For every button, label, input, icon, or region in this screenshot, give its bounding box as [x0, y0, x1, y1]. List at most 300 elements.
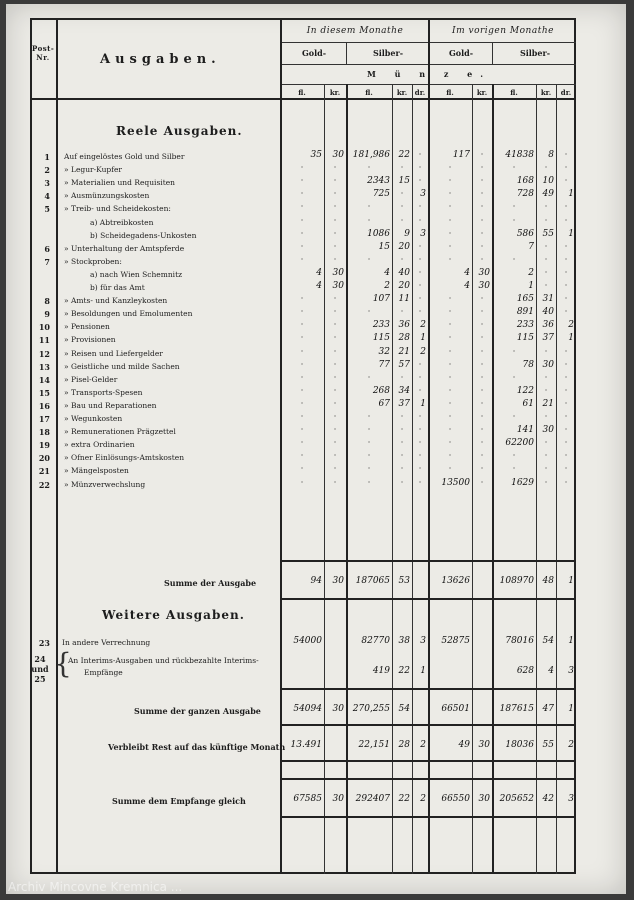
- amount-cell: 4: [464, 268, 470, 278]
- row-number: 7: [44, 257, 50, 267]
- empty-cell-dash: ·: [480, 412, 484, 421]
- empty-cell-dash: ·: [367, 163, 371, 172]
- empty-cell-dash: ·: [564, 242, 568, 251]
- empty-cell-dash: ·: [300, 412, 304, 421]
- row-label: An Interims-Ausgaben und rückbezahlte Interims-: [68, 656, 259, 665]
- amount-cell: 66501: [441, 704, 470, 714]
- empty-cell-dash: ·: [544, 163, 548, 172]
- empty-cell-dash: ·: [448, 451, 452, 460]
- empty-cell-dash: ·: [300, 438, 304, 447]
- row-number: 22: [38, 480, 50, 490]
- empty-cell-dash: ·: [564, 438, 568, 447]
- empty-cell-dash: ·: [367, 216, 371, 225]
- amount-cell: 1: [568, 333, 574, 343]
- row-number: 21: [38, 466, 50, 476]
- row-number: 17: [38, 414, 50, 424]
- empty-cell-dash: ·: [564, 294, 568, 303]
- amount-cell: 48: [542, 576, 554, 586]
- summe-empfange-label: Summe dem Empfange gleich: [112, 796, 246, 806]
- row-label: » Stockproben:: [64, 257, 122, 266]
- header-bottom-line: [30, 98, 576, 100]
- empty-cell-dash: ·: [480, 163, 484, 172]
- amount-cell: 168: [516, 176, 534, 186]
- row-number: 1: [44, 152, 50, 162]
- empty-cell-dash: ·: [400, 464, 404, 473]
- empty-cell-dash: ·: [333, 333, 337, 342]
- empty-cell-dash: ·: [448, 464, 452, 473]
- amount-cell: 1: [528, 281, 534, 291]
- amount-cell: 187615: [499, 704, 534, 714]
- amount-cell: 54094: [293, 704, 322, 714]
- empty-cell-dash: ·: [480, 451, 484, 460]
- empty-cell-dash: ·: [564, 281, 568, 290]
- row-number: 13: [38, 362, 50, 372]
- empty-cell-dash: ·: [480, 189, 484, 198]
- amount-cell: 30: [332, 704, 344, 714]
- empty-cell-dash: ·: [418, 451, 422, 460]
- amount-cell: 233: [372, 320, 390, 330]
- amount-cell: 22: [398, 794, 410, 804]
- empty-cell-dash: ·: [418, 242, 422, 251]
- amount-cell: 35: [310, 150, 322, 160]
- amount-cell: 30: [332, 150, 344, 160]
- empty-cell-dash: ·: [448, 333, 452, 342]
- empty-cell-dash: ·: [564, 150, 568, 159]
- empty-cell-dash: ·: [544, 242, 548, 251]
- amount-cell: 1: [568, 704, 574, 714]
- amount-cell: 233: [516, 320, 534, 330]
- empty-cell-dash: ·: [418, 268, 422, 277]
- empty-cell-dash: ·: [333, 229, 337, 238]
- amount-cell: 181,986: [352, 150, 390, 160]
- row-number: 4: [44, 191, 50, 201]
- empty-cell-dash: ·: [544, 478, 548, 487]
- empty-cell-dash: ·: [512, 347, 516, 356]
- empty-cell-dash: ·: [448, 255, 452, 264]
- empty-cell-dash: ·: [418, 281, 422, 290]
- amount-cell: 1: [568, 189, 574, 199]
- row-label: In andere Verrechnung: [62, 638, 151, 647]
- row-label: » Besoldungen und Emolumenten: [64, 309, 193, 318]
- empty-cell-dash: ·: [300, 386, 304, 395]
- gold-header: Gold-: [301, 48, 327, 58]
- empty-cell-dash: ·: [418, 216, 422, 225]
- empty-cell-dash: ·: [448, 438, 452, 447]
- empty-cell-dash: ·: [300, 216, 304, 225]
- amount-cell: 8: [548, 150, 554, 160]
- empty-cell-dash: ·: [564, 216, 568, 225]
- row-label: » Wegunkosten: [64, 414, 123, 423]
- amount-cell: 30: [332, 794, 344, 804]
- empty-cell-dash: ·: [418, 202, 422, 211]
- empty-cell-dash: ·: [333, 360, 337, 369]
- amount-cell: 3: [420, 636, 426, 646]
- amount-cell: 270,255: [352, 704, 390, 714]
- amount-cell: 47: [542, 704, 554, 714]
- amount-cell: 268: [372, 386, 390, 396]
- empty-cell-dash: ·: [544, 451, 548, 460]
- empty-cell-dash: ·: [544, 464, 548, 473]
- empty-cell-dash: ·: [367, 255, 371, 264]
- amount-cell: 78016: [505, 636, 534, 646]
- amount-cell: 28: [398, 333, 410, 343]
- empty-cell-dash: ·: [512, 451, 516, 460]
- empty-cell-dash: ·: [564, 386, 568, 395]
- empty-cell-dash: ·: [564, 307, 568, 316]
- empty-cell-dash: ·: [300, 242, 304, 251]
- empty-cell-dash: ·: [333, 478, 337, 487]
- muenze-header: M ü n z e.: [366, 69, 492, 79]
- empty-cell-dash: ·: [448, 242, 452, 251]
- empty-cell-dash: ·: [544, 347, 548, 356]
- row-label: b) für das Amt: [90, 283, 145, 292]
- amount-cell: 141: [516, 425, 534, 435]
- row-number: 19: [38, 440, 50, 450]
- summe-ausgabe-bottom: [280, 598, 576, 600]
- empty-cell-dash: ·: [300, 189, 304, 198]
- empty-cell-dash: ·: [480, 320, 484, 329]
- amount-cell: 108970: [499, 576, 534, 586]
- row-label: Empfänge: [84, 668, 123, 677]
- row-label: » Remunerationen Prägzettel: [64, 427, 176, 436]
- empty-cell-dash: ·: [333, 216, 337, 225]
- amount-cell: 3: [420, 189, 426, 199]
- amount-cell: 55: [542, 740, 554, 750]
- col-line: [392, 84, 393, 874]
- empty-cell-dash: ·: [400, 163, 404, 172]
- empty-cell-dash: ·: [480, 386, 484, 395]
- empty-cell-dash: ·: [544, 202, 548, 211]
- empty-cell-dash: ·: [564, 268, 568, 277]
- amount-cell: 21: [542, 399, 554, 409]
- row-label: a) Abtreibkosten: [90, 218, 154, 227]
- row-label: » Transports-Spesen: [64, 388, 143, 397]
- row-label: » Geistliche und milde Sachen: [64, 362, 180, 371]
- empty-cell-dash: ·: [512, 255, 516, 264]
- ledger-sheet: [6, 4, 626, 894]
- amount-cell: 30: [478, 740, 490, 750]
- empty-cell-dash: ·: [300, 464, 304, 473]
- empty-cell-dash: ·: [544, 268, 548, 277]
- empty-cell-dash: ·: [448, 347, 452, 356]
- empty-cell-dash: ·: [367, 373, 371, 382]
- row-number: 3: [44, 178, 50, 188]
- empty-cell-dash: ·: [300, 347, 304, 356]
- amount-cell: 18036: [505, 740, 534, 750]
- row-number: 12: [38, 349, 50, 359]
- amount-cell: 38: [398, 636, 410, 646]
- empty-cell-dash: ·: [400, 202, 404, 211]
- amount-cell: 586: [516, 229, 534, 239]
- amount-cell: 21: [398, 347, 410, 357]
- row-number: 20: [38, 453, 50, 463]
- row-label: » Pisel-Gelder: [64, 375, 118, 384]
- empty-cell-dash: ·: [367, 478, 371, 487]
- empty-cell-dash: ·: [367, 438, 371, 447]
- empty-cell-dash: ·: [564, 347, 568, 356]
- row-label: » Bau und Reparationen: [64, 401, 157, 410]
- empty-cell-dash: ·: [418, 307, 422, 316]
- empty-cell-dash: ·: [333, 255, 337, 264]
- empty-cell-dash: ·: [333, 399, 337, 408]
- empty-cell-dash: ·: [333, 242, 337, 251]
- brace-symbol: {: [54, 647, 72, 680]
- empty-cell-dash: ·: [544, 216, 548, 225]
- amount-cell: 2: [528, 268, 534, 278]
- amount-cell: 36: [542, 320, 554, 330]
- empty-cell-dash: ·: [564, 202, 568, 211]
- row-label: Auf eingelöstes Gold und Silber: [64, 152, 185, 161]
- empty-cell-dash: ·: [418, 360, 422, 369]
- row-label: » extra Ordinarien: [64, 440, 135, 449]
- row-number: 10: [38, 322, 50, 332]
- empty-cell-dash: ·: [418, 386, 422, 395]
- amount-cell: 1: [568, 636, 574, 646]
- amount-cell: 165: [516, 294, 534, 304]
- empty-cell-dash: ·: [333, 464, 337, 473]
- amount-cell: 2: [568, 740, 574, 750]
- empty-cell-dash: ·: [480, 347, 484, 356]
- unit-header: dr.: [414, 88, 426, 97]
- amount-cell: 2: [568, 320, 574, 330]
- empty-cell-dash: ·: [448, 216, 452, 225]
- row-number: 23: [38, 638, 50, 648]
- amount-cell: 4: [548, 666, 554, 676]
- archive-watermark: Archiv Mincovne Kremnica ...: [8, 880, 183, 894]
- postnr-divider: [56, 18, 58, 874]
- empty-cell-dash: ·: [448, 189, 452, 198]
- col-line: [556, 84, 557, 874]
- amount-cell: 32: [378, 347, 390, 357]
- amount-cell: 419: [372, 666, 390, 676]
- verbleibt-bottom: [280, 760, 576, 762]
- empty-cell-dash: ·: [448, 373, 452, 382]
- empty-cell-dash: ·: [300, 229, 304, 238]
- row-label: » Ausmünzungskosten: [64, 191, 150, 200]
- summe-ausgabe-top: [280, 560, 576, 562]
- amount-cell: 31: [542, 294, 554, 304]
- empty-cell-dash: ·: [333, 202, 337, 211]
- amount-cell: 13500: [441, 478, 470, 488]
- empty-cell-dash: ·: [448, 202, 452, 211]
- row-number: 2: [44, 165, 50, 175]
- amount-cell: 30: [332, 268, 344, 278]
- amount-cell: 205652: [499, 794, 534, 804]
- empty-cell-dash: ·: [512, 202, 516, 211]
- amount-cell: 4: [384, 268, 390, 278]
- empty-cell-dash: ·: [333, 438, 337, 447]
- amount-cell: 2: [384, 281, 390, 291]
- empty-cell-dash: ·: [400, 255, 404, 264]
- verbleibt-label: Verbleibt Rest auf das künftige Monath: [108, 742, 286, 752]
- amount-cell: 30: [332, 576, 344, 586]
- amount-cell: 13.491: [290, 740, 322, 750]
- empty-cell-dash: ·: [400, 373, 404, 382]
- row-number: 15: [38, 388, 50, 398]
- empty-cell-dash: ·: [564, 176, 568, 185]
- empty-cell-dash: ·: [480, 360, 484, 369]
- amount-cell: 891: [516, 307, 534, 317]
- empty-cell-dash: ·: [564, 478, 568, 487]
- amount-cell: 40: [542, 307, 554, 317]
- empty-cell-dash: ·: [418, 176, 422, 185]
- amount-cell: 40: [398, 268, 410, 278]
- amount-cell: 2: [420, 320, 426, 330]
- empty-cell-dash: ·: [480, 176, 484, 185]
- amount-cell: 66550: [441, 794, 470, 804]
- empty-cell-dash: ·: [564, 451, 568, 460]
- amount-cell: 52875: [441, 636, 470, 646]
- summe-ganzen-label: Summe der ganzen Ausgabe: [134, 706, 261, 716]
- amount-cell: 54000: [293, 636, 322, 646]
- col-line: [536, 84, 537, 874]
- empty-cell-dash: ·: [480, 478, 484, 487]
- row-label: » Treib- und Scheidekosten:: [64, 204, 171, 213]
- row-number: 6: [44, 244, 50, 254]
- row-number: 5: [44, 204, 50, 214]
- empty-cell-dash: ·: [400, 216, 404, 225]
- empty-cell-dash: ·: [367, 425, 371, 434]
- amount-cell: 34: [398, 386, 410, 396]
- amount-cell: 1629: [511, 478, 534, 488]
- ausgaben-title: Ausgaben.: [100, 52, 221, 67]
- empty-cell-dash: ·: [367, 307, 371, 316]
- amount-cell: 49: [458, 740, 470, 750]
- empty-cell-dash: ·: [480, 373, 484, 382]
- empty-cell-dash: ·: [448, 320, 452, 329]
- amount-cell: 54: [542, 636, 554, 646]
- empty-cell-dash: ·: [333, 373, 337, 382]
- empty-cell-dash: ·: [418, 163, 422, 172]
- empty-cell-dash: ·: [544, 281, 548, 290]
- amount-cell: 1: [568, 229, 574, 239]
- empty-cell-dash: ·: [400, 451, 404, 460]
- row-label: a) nach Wien Schemnitz: [90, 270, 183, 279]
- row-number: 18: [38, 427, 50, 437]
- amount-cell: 7: [528, 242, 534, 252]
- amount-cell: 725: [372, 189, 390, 199]
- unit-header: fl.: [365, 88, 373, 97]
- empty-cell-dash: ·: [480, 425, 484, 434]
- empty-cell-dash: ·: [333, 320, 337, 329]
- gold-silber-div-1: [346, 42, 347, 64]
- amount-cell: 292407: [355, 794, 390, 804]
- empty-cell-dash: ·: [367, 451, 371, 460]
- empty-cell-dash: ·: [333, 176, 337, 185]
- silber-header: Silber-: [372, 48, 404, 58]
- empty-cell-dash: ·: [512, 163, 516, 172]
- empty-cell-dash: ·: [448, 307, 452, 316]
- amount-cell: 30: [478, 794, 490, 804]
- empty-cell-dash: ·: [367, 464, 371, 473]
- amount-cell: 20: [398, 281, 410, 291]
- amount-cell: 22,151: [358, 740, 390, 750]
- amount-cell: 2343: [367, 176, 390, 186]
- empty-cell-dash: ·: [418, 150, 422, 159]
- amount-cell: 2: [420, 794, 426, 804]
- summe-ausgabe-label: Summe der Ausgabe: [164, 578, 257, 588]
- row-label: » Unterhaltung der Amtspferde: [64, 244, 185, 253]
- row-label: » Reisen und Liefergelder: [64, 349, 163, 358]
- amount-cell: 11: [398, 294, 410, 304]
- amount-cell: 15: [398, 176, 410, 186]
- amount-cell: 3: [420, 229, 426, 239]
- amount-cell: 41838: [505, 150, 534, 160]
- empty-cell-dash: ·: [367, 202, 371, 211]
- empty-cell-dash: ·: [300, 255, 304, 264]
- amount-cell: 2: [420, 740, 426, 750]
- unit-header: fl.: [298, 88, 306, 97]
- empty-cell-dash: ·: [480, 150, 484, 159]
- empty-cell-dash: ·: [480, 255, 484, 264]
- amount-cell: 78: [522, 360, 534, 370]
- row-label: » Legur-Kupfer: [64, 165, 123, 174]
- empty-cell-dash: ·: [333, 307, 337, 316]
- empty-cell-dash: ·: [333, 189, 337, 198]
- empty-cell-dash: ·: [333, 412, 337, 421]
- amount-cell: 49: [542, 189, 554, 199]
- empty-cell-dash: ·: [448, 412, 452, 421]
- empty-cell-dash: ·: [418, 294, 422, 303]
- empty-cell-dash: ·: [564, 399, 568, 408]
- col-line: [412, 84, 413, 874]
- unit-header: kr.: [396, 88, 408, 97]
- unit-header: dr.: [560, 88, 572, 97]
- empty-cell-dash: ·: [544, 373, 548, 382]
- empty-cell-dash: ·: [333, 425, 337, 434]
- empty-cell-dash: ·: [333, 386, 337, 395]
- amount-cell: 187065: [355, 576, 390, 586]
- empty-cell-dash: ·: [418, 464, 422, 473]
- empty-cell-dash: ·: [448, 294, 452, 303]
- amount-cell: 22: [398, 150, 410, 160]
- amount-cell: 107: [372, 294, 390, 304]
- summe-ganzen-top: [280, 688, 576, 690]
- empty-cell-dash: ·: [333, 163, 337, 172]
- amount-cell: 37: [542, 333, 554, 343]
- row-label: » Ofner Einlösungs-Amtskosten: [64, 453, 185, 462]
- amount-cell: 122: [516, 386, 534, 396]
- empty-cell-dash: ·: [480, 438, 484, 447]
- empty-cell-dash: ·: [480, 216, 484, 225]
- empty-cell-dash: ·: [300, 320, 304, 329]
- amount-cell: 57: [398, 360, 410, 370]
- amount-cell: 1: [420, 399, 426, 409]
- amount-cell: 28: [398, 740, 410, 750]
- empty-cell-dash: ·: [418, 438, 422, 447]
- unit-header: fl.: [510, 88, 518, 97]
- weitere-ausgaben-title: Weitere Ausgaben.: [102, 608, 245, 622]
- empty-cell-dash: ·: [367, 412, 371, 421]
- row-label: » Materialien und Requisiten: [64, 178, 175, 187]
- unit-header: kr.: [476, 88, 488, 97]
- amount-cell: 77: [378, 360, 390, 370]
- amount-cell: 36: [398, 320, 410, 330]
- empty-cell-dash: ·: [300, 425, 304, 434]
- empty-cell-dash: ·: [300, 307, 304, 316]
- amount-cell: 30: [478, 281, 490, 291]
- empty-cell-dash: ·: [564, 255, 568, 264]
- empty-cell-dash: ·: [418, 412, 422, 421]
- empty-cell-dash: ·: [512, 216, 516, 225]
- empty-cell-dash: ·: [400, 412, 404, 421]
- empty-cell-dash: ·: [544, 255, 548, 264]
- amount-cell: 115: [516, 333, 534, 343]
- amount-cell: 30: [542, 360, 554, 370]
- gold-silber-div-2: [492, 42, 493, 64]
- amount-cell: 42: [542, 794, 554, 804]
- empty-cell-dash: ·: [480, 294, 484, 303]
